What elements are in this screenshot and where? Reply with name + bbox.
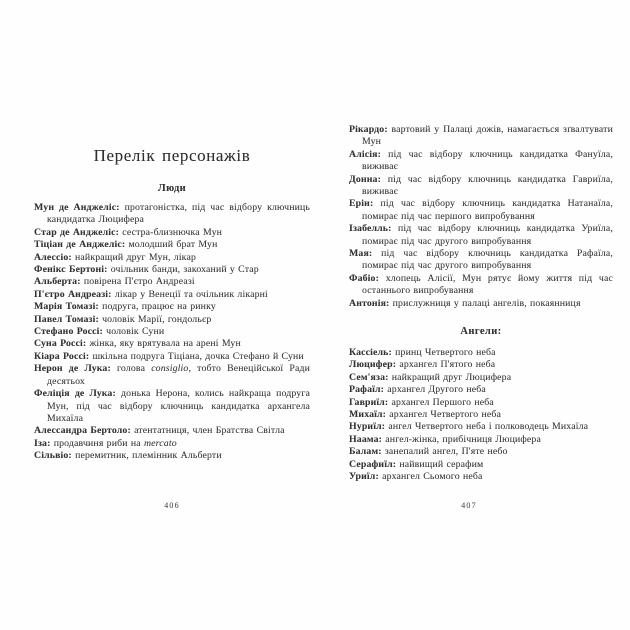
character-entry [34, 450, 310, 462]
character-desc: принц Четвертого неба [395, 347, 496, 358]
character-name: Нуриїл: [349, 421, 386, 433]
character-name: Марія Томазі: [34, 301, 99, 313]
character-entry [34, 363, 310, 388]
character-desc: найвищий серафим [399, 458, 484, 470]
character-name: Суна Россі: [34, 338, 87, 350]
character-name: Тіціан де Анджеліс: [34, 239, 126, 251]
character-desc: , тобто Венеційської Ради десятьох [47, 363, 311, 387]
character-name: П'єтро Андреазі: [34, 288, 112, 300]
character-name: Сільвіо: [34, 450, 72, 462]
character-desc: атентатниця, член Братства Світла [134, 425, 285, 437]
character-entry [34, 289, 310, 301]
italic-term: mercato [143, 437, 177, 449]
character-desc: ангел Четвертого неба і полководець Михаїла [388, 421, 589, 433]
character-name: Серафиїл: [349, 458, 397, 470]
character-entry [34, 326, 310, 338]
character-desc: голова [117, 363, 152, 375]
character-entry [349, 372, 613, 384]
character-name: Мая: [349, 248, 373, 260]
character-desc: занепалий ангел, П'яте небо [384, 446, 508, 458]
character-desc: найкращий друг Мун, лікар [75, 251, 196, 263]
character-desc: молодший брат Мун [128, 239, 218, 251]
page-number-left: 406 [164, 501, 180, 510]
character-entry [34, 425, 310, 437]
character-desc: чоловік Марії, гондольєр [102, 313, 212, 325]
character-entry [34, 239, 310, 251]
character-entry [34, 227, 310, 239]
character-desc: під час відбору ключниць кандидатка Фануїла, виживає [362, 148, 613, 173]
character-entry [349, 434, 613, 446]
character-entry [349, 421, 613, 433]
character-desc: сестра-близнючка Мун [122, 226, 223, 238]
character-name: Мун де Анджеліс: [34, 202, 120, 213]
character-name: Алессіо: [34, 251, 72, 263]
character-entry [34, 301, 310, 313]
character-desc: перемитник, племінник Альберти [75, 450, 222, 462]
character-name: Ерін: [349, 198, 374, 210]
character-name: Люцифер: [349, 359, 397, 371]
character-entry [34, 276, 310, 288]
character-entry [349, 174, 613, 199]
character-entry [349, 248, 613, 273]
character-entry [34, 338, 310, 350]
character-desc: донька Нерона, колись найкраща подруга Мун, під час відбору ключниць кандидатка архангела Михаїла [47, 388, 311, 424]
character-name: Алессандра Бертоло: [34, 425, 131, 437]
character-entry [349, 409, 613, 421]
section-heading-people: Люди [157, 183, 187, 194]
character-entry [349, 273, 613, 298]
character-name: Рікардо: [349, 124, 388, 135]
character-desc: очільник банди, закоханий у Стар [110, 264, 259, 276]
character-entry [349, 471, 613, 483]
character-entry [34, 252, 310, 264]
character-entry [34, 388, 310, 425]
page-number-right: 407 [461, 501, 477, 510]
character-name: Альберта: [34, 276, 81, 288]
character-name: Гавриїл: [349, 396, 389, 408]
character-entry [349, 223, 613, 248]
right-page [349, 0, 613, 630]
character-desc: хлопець Алісії, Мун рятує йому життя під час останнього випробування [362, 272, 613, 297]
character-desc: архангел П'ятого неба [399, 359, 496, 371]
character-name: Ізабелль: [349, 223, 392, 235]
character-name: Балам: [349, 446, 382, 458]
characters-continued-list [349, 124, 613, 310]
character-entry [34, 438, 310, 450]
character-desc: найкращий друг Люцифера [391, 371, 512, 383]
character-desc: архангел Першого неба [391, 396, 494, 408]
character-entry [349, 198, 613, 223]
character-desc: архангел Другого неба [387, 384, 486, 396]
character-desc: прислужниця у палаці ангелів, покаянниця [392, 297, 581, 309]
character-entry [349, 124, 613, 149]
character-name: Іза: [34, 437, 51, 449]
character-name: Феліція де Лука: [34, 388, 116, 400]
character-name: Михаїл: [349, 409, 387, 421]
character-entry [349, 347, 613, 359]
character-name: Сем'яза: [349, 371, 389, 383]
character-entry [349, 397, 613, 409]
character-entry [34, 202, 310, 227]
character-name: Фабіо: [349, 272, 379, 284]
character-name: Алісія: [349, 148, 381, 160]
character-entry [349, 149, 613, 174]
section-heading-angels: Ангели: [460, 326, 502, 337]
character-name: Наама: [349, 433, 383, 445]
character-desc: шкільна подруга Тіціана, дочка Стефано й Суни [92, 350, 304, 362]
angels-list [349, 347, 613, 483]
character-name: Павел Томазі: [34, 313, 99, 325]
character-desc: під час відбору ключниць кандидатка Уриїла, помирає під час другого випробування [362, 223, 614, 247]
character-desc: лікар у Венеції та очільник лікарні [114, 288, 268, 300]
character-name: Донна: [349, 173, 381, 185]
character-name: Стар де Анджеліс: [34, 226, 120, 238]
character-name: Фенікс Бертоні: [34, 264, 108, 276]
character-desc: вартовий у Палаці дожів, намагається зґвалтувати Мун [362, 124, 613, 148]
character-desc: архангел Сьомого неба [382, 471, 483, 483]
character-entry [349, 298, 613, 310]
character-entry [349, 459, 613, 471]
left-page [34, 0, 310, 630]
character-entry [34, 264, 310, 276]
character-name: Уриїл: [349, 471, 379, 483]
character-desc: під час відбору ключниць кандидатка Натанаїла, помирає під час першого випробування [362, 198, 613, 222]
character-desc: продавчиня риби на [53, 437, 144, 449]
character-entry [349, 359, 613, 371]
character-name: Кассіель: [349, 347, 392, 358]
italic-term: consiglio [151, 363, 189, 375]
character-desc: жінка, яку врятувала на арені Мун [89, 338, 241, 350]
character-name: Кіара Россі: [34, 350, 90, 362]
character-name: Рафаїл: [349, 384, 385, 396]
character-name: Антонія: [349, 297, 390, 309]
character-desc: подруга, працює на ринку [102, 301, 216, 313]
character-desc: чоловік Суни [106, 326, 165, 338]
people-list [34, 202, 310, 463]
character-desc: під час відбору ключниць кандидатка Гавриїла, виживає [362, 173, 613, 198]
character-desc: протагоністка, під час відбору ключниць кандидатка Люцифера [47, 202, 310, 226]
character-entry [349, 384, 613, 396]
character-desc: ангел-жінка, прибічниця Люцифера [385, 433, 541, 445]
character-entry [349, 446, 613, 458]
character-desc: повірена П'єтро Андреазі [83, 276, 195, 288]
character-name: Нерон де Лука: [34, 363, 111, 375]
character-entry [34, 351, 310, 363]
character-entry [34, 314, 310, 326]
page-title: Перелік персонажів [93, 146, 251, 165]
character-desc: архангел Четвертого неба [389, 409, 502, 421]
character-desc: під час відбору ключниць кандидатка Рафаїла, помирає під час другого випробування [362, 248, 614, 272]
character-name: Стефано Россі: [34, 326, 103, 338]
